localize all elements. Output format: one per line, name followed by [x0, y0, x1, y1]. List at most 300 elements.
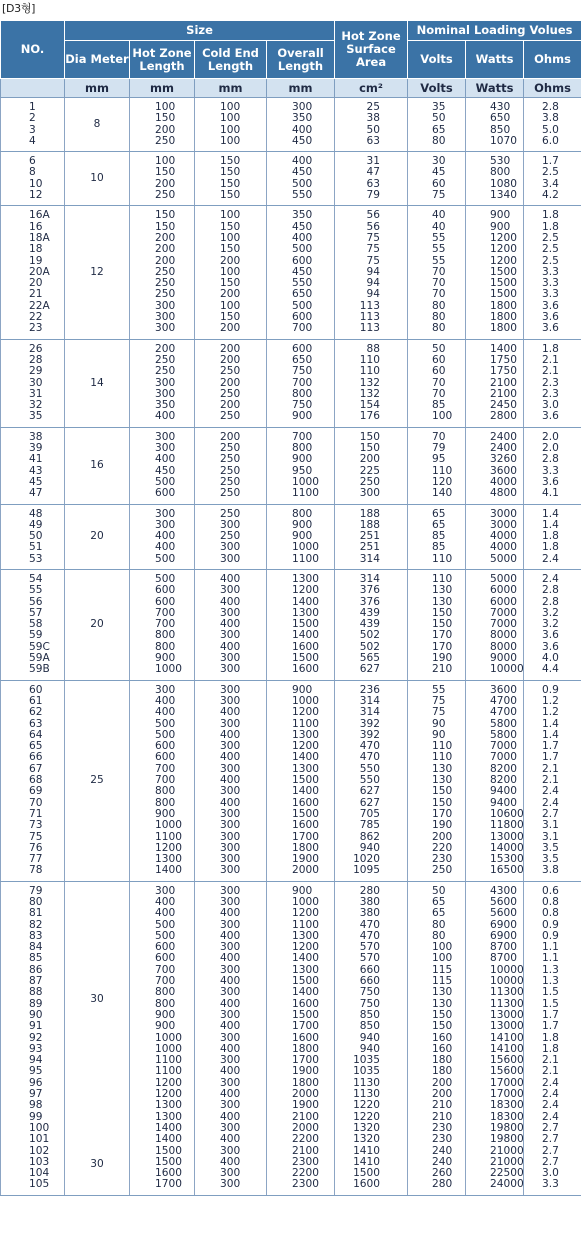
cell-ohms-value: 2.4	[542, 785, 559, 798]
cell-hot-zone-length-value: 500	[155, 728, 176, 741]
cell-hot-zone-length	[130, 680, 195, 881]
cell-volts-value: 70	[432, 376, 446, 389]
cell-overall-length-value: 1300	[292, 606, 319, 619]
cell-no-value: 19	[29, 254, 43, 267]
cell-cold-end-length-value: 150	[220, 243, 241, 256]
cell-no-value: 16	[29, 220, 43, 233]
cell-ohms-value: 1.8	[542, 1042, 559, 1055]
cell-surface-area-value: 113	[359, 299, 381, 312]
cell-dia-meter: 10	[65, 152, 130, 206]
cell-volts-value: 60	[432, 365, 446, 378]
cell-surface-area-value: 79	[366, 189, 381, 202]
cell-no	[1, 98, 65, 152]
cell-ohms-value: 2.8	[542, 584, 559, 597]
cell-watts-value: 8700	[490, 952, 517, 965]
unit-ohms: Ohms	[524, 79, 581, 98]
cell-cold-end-length-value: 100	[220, 101, 241, 113]
cell-volts-value: 100	[432, 952, 453, 965]
cell-cold-end-length-value: 250	[220, 487, 241, 500]
cell-surface-area-value: 392	[359, 728, 381, 741]
cell-volts-value: 230	[432, 1121, 453, 1134]
cell-volts-value: 60	[432, 353, 446, 366]
cell-surface-area-value: 502	[359, 640, 381, 653]
cell-overall-length	[267, 680, 335, 881]
cell-no-value: 47	[29, 487, 43, 500]
cell-surface-area-value: 63	[366, 134, 381, 147]
cell-surface-area-value: 940	[359, 841, 381, 854]
cell-surface-area-value: 94	[366, 277, 381, 290]
cell-ohms-value: 2.5	[542, 166, 559, 179]
cell-ohms-value: 2.4	[542, 1088, 559, 1101]
cell-overall-length-value: 1900	[292, 853, 319, 866]
cell-surface-area-value: 1095	[353, 864, 381, 877]
cell-no-value: 92	[29, 1031, 43, 1044]
cell-dia-meter: 14	[65, 339, 130, 427]
cell-watts-value: 6000	[490, 584, 517, 597]
cell-surface-area-value: 132	[359, 387, 381, 400]
cell-ohms-value: 3.2	[542, 618, 559, 631]
cell-cold-end-length-value: 200	[220, 430, 241, 443]
cell-watts	[466, 680, 524, 881]
cell-volts-value: 50	[432, 884, 446, 897]
cell-dia-meter: 25	[65, 680, 130, 881]
cell-hot-zone-length-value: 500	[155, 717, 176, 730]
cell-cold-end-length	[195, 152, 267, 206]
cell-ohms-value: 2.3	[542, 387, 559, 400]
cell-ohms-value: 0.6	[542, 884, 559, 897]
cell-surface-area-value: 280	[359, 884, 381, 897]
cell-no-value: 2	[29, 112, 36, 125]
cell-volts-value: 150	[432, 785, 453, 798]
cell-no-value: 59B	[29, 663, 50, 676]
cell-no-value: 20	[29, 277, 43, 290]
cell-overall-length-value: 650	[292, 288, 313, 301]
cell-watts-value: 24000	[490, 1178, 524, 1191]
cell-cold-end-length-value: 400	[220, 1110, 241, 1123]
cell-cold-end-length-value: 300	[220, 864, 241, 877]
cell-overall-length-value: 2300	[292, 1178, 319, 1191]
cell-surface-area-value: 132	[359, 376, 381, 389]
cell-surface-area-value: 439	[359, 606, 381, 619]
cell-no-value: 89	[29, 997, 43, 1010]
cell-hot-zone-length-value: 600	[155, 751, 176, 764]
cell-volts-value: 80	[432, 929, 446, 942]
cell-no	[1, 427, 65, 504]
cell-overall-length	[267, 504, 335, 569]
cell-no-value: 41	[29, 453, 43, 466]
cell-surface-area-value: 200	[359, 453, 381, 466]
cell-ohms-value: 4.0	[542, 652, 559, 665]
cell-watts-value: 3000	[490, 507, 517, 520]
cell-ohms-value: 1.8	[542, 342, 559, 355]
cell-volts-value: 150	[432, 606, 453, 619]
cell-no-value: 80	[29, 896, 43, 908]
cell-ohms	[524, 427, 581, 504]
cell-volts-value: 35	[432, 101, 446, 113]
cell-no-value: 69	[29, 785, 43, 798]
cell-ohms-value: 0.8	[542, 907, 559, 920]
cell-volts-value: 75	[432, 706, 446, 719]
cell-surface-area-value: 250	[359, 475, 381, 488]
cell-overall-length-value: 1400	[292, 751, 319, 764]
cell-ohms-value: 0.9	[542, 683, 559, 696]
cell-cold-end-length	[195, 339, 267, 427]
header-surface-area: Hot Zone Surface Area	[335, 21, 408, 79]
cell-hot-zone-length-value: 300	[155, 884, 176, 897]
cell-watts-value: 5800	[490, 728, 517, 741]
cell-no-value: 105	[29, 1178, 50, 1191]
cell-cold-end-length-value: 400	[220, 1133, 241, 1146]
cell-volts-value: 70	[432, 277, 446, 290]
cell-hot-zone-length-value: 1000	[155, 1042, 182, 1055]
cell-surface-area-value: 113	[359, 322, 381, 335]
cell-no-value: 29	[29, 365, 43, 378]
cell-ohms-value: 2.7	[542, 1144, 559, 1157]
cell-surface-area-value: 88	[366, 342, 381, 355]
cell-overall-length-value: 2000	[292, 864, 319, 877]
cell-cold-end-length-value: 300	[220, 1099, 241, 1112]
cell-ohms	[524, 339, 581, 427]
cell-hot-zone-length-value: 400	[155, 541, 176, 554]
cell-hot-zone-length-value: 1600	[155, 1167, 182, 1180]
cell-no	[1, 206, 65, 339]
cell-no-value: 97	[29, 1088, 43, 1101]
cell-watts-value: 5600	[490, 907, 517, 920]
header-volts: Volts	[408, 41, 466, 79]
cell-cold-end-length-value: 300	[220, 541, 241, 554]
cell-surface-area-value: 1130	[353, 1076, 381, 1089]
cell-cold-end-length-value: 300	[220, 1167, 241, 1180]
header-nominal-loading: Nominal Loading Volues	[408, 21, 581, 41]
cell-no-value: 103	[29, 1155, 50, 1168]
cell-hot-zone-length-value: 800	[155, 997, 176, 1010]
cell-overall-length-value: 650	[292, 353, 313, 366]
cell-volts-value: 180	[432, 1054, 453, 1067]
cell-surface-area-value: 1320	[353, 1133, 381, 1146]
cell-no-value: 55	[29, 584, 43, 597]
cell-ohms-value: 2.4	[542, 796, 559, 809]
cell-watts-value: 5000	[490, 552, 517, 565]
cell-surface-area-value: 376	[359, 595, 381, 608]
cell-overall-length-value: 900	[292, 884, 313, 897]
cell-cold-end-length-value: 400	[220, 618, 241, 631]
cell-watts-value: 1500	[490, 265, 517, 278]
cell-overall-length-value: 700	[292, 322, 313, 335]
cell-surface-area-value: 750	[359, 986, 381, 999]
cell-ohms-value: 3.1	[542, 819, 559, 832]
cell-surface-area-value: 94	[366, 288, 381, 301]
cell-overall-length-value: 1200	[292, 740, 319, 753]
cell-cold-end-length-value: 400	[220, 975, 241, 988]
cell-no-value: 26	[29, 342, 43, 355]
cell-volts-value: 200	[432, 1088, 453, 1101]
cell-no-value: 99	[29, 1110, 43, 1123]
cell-hot-zone-length-value: 100	[155, 101, 176, 113]
cell-surface-area-value: 154	[359, 399, 381, 412]
cell-hot-zone-length-value: 900	[155, 1020, 176, 1033]
cell-watts-value: 17000	[490, 1076, 524, 1089]
cell-ohms-value: 0.9	[542, 929, 559, 942]
table-caption: [D3형]	[2, 2, 36, 15]
cell-ohms-value: 3.6	[542, 629, 559, 642]
cell-hot-zone-length-value: 100	[155, 155, 176, 168]
cell-hot-zone-length-value: 1400	[155, 864, 182, 877]
cell-cold-end-length-value: 300	[220, 853, 241, 866]
cell-ohms-value: 3.6	[542, 410, 559, 423]
cell-watts-value: 13000	[490, 1020, 524, 1033]
cell-volts	[408, 339, 466, 427]
cell-no-value: 68	[29, 774, 43, 787]
cell-overall-length-value: 750	[292, 399, 313, 412]
cell-volts-value: 230	[432, 853, 453, 866]
dia-value: 30	[90, 1158, 104, 1170]
cell-surface-area-value: 47	[366, 166, 381, 179]
cell-ohms-value: 3.5	[542, 841, 559, 854]
cell-hot-zone-length-value: 200	[155, 231, 176, 244]
cell-overall-length-value: 1600	[292, 663, 319, 676]
cell-cold-end-length	[195, 98, 267, 152]
cell-overall-length-value: 700	[292, 430, 313, 443]
cell-ohms-value: 1.3	[542, 963, 559, 976]
cell-overall-length-value: 350	[292, 112, 313, 125]
cell-surface-area-value: 1320	[353, 1121, 381, 1134]
cell-cold-end-length-value: 100	[220, 299, 241, 312]
cell-surface-area-value: 627	[359, 796, 381, 809]
cell-volts-value: 115	[432, 975, 453, 988]
cell-watts-value: 1200	[490, 254, 517, 267]
cell-no-value: 84	[29, 941, 43, 954]
cell-cold-end-length-value: 200	[220, 288, 241, 301]
cell-no-value: 58	[29, 618, 43, 631]
cell-overall-length-value: 600	[292, 311, 313, 324]
cell-watts-value: 1800	[490, 299, 517, 312]
cell-watts-value: 4800	[490, 487, 517, 500]
cell-no-value: 71	[29, 807, 43, 820]
cell-watts-value: 900	[490, 220, 511, 233]
cell-overall-length-value: 1500	[292, 652, 319, 665]
cell-overall-length-value: 1100	[292, 552, 319, 565]
cell-no-value: 79	[29, 884, 43, 897]
cell-ohms	[524, 206, 581, 339]
cell-overall-length-value: 1800	[292, 1042, 319, 1055]
cell-no-value: 51	[29, 541, 43, 554]
cell-no-value: 83	[29, 929, 43, 942]
cell-volts-value: 70	[432, 387, 446, 400]
cell-no-value: 67	[29, 762, 43, 775]
cell-no-value: 49	[29, 518, 43, 531]
cell-volts-value: 210	[432, 663, 453, 676]
cell-hot-zone-length-value: 800	[155, 629, 176, 642]
cell-surface-area-value: 627	[359, 663, 381, 676]
cell-ohms-value: 3.2	[542, 606, 559, 619]
cell-hot-zone-length-value: 300	[155, 507, 176, 520]
cell-watts-value: 4000	[490, 475, 517, 488]
cell-surface-area-value: 1035	[353, 1054, 381, 1067]
cell-overall-length-value: 1200	[292, 706, 319, 719]
cell-cold-end-length-value: 400	[220, 706, 241, 719]
cell-watts-value: 1750	[490, 365, 517, 378]
header-overall-length: Overall Length	[267, 41, 335, 79]
cell-ohms-value: 2.4	[542, 1110, 559, 1123]
cell-ohms-value: 3.3	[542, 265, 559, 278]
cell-cold-end-length-value: 400	[220, 1042, 241, 1055]
cell-volts-value: 90	[432, 728, 446, 741]
header-watts: Watts	[466, 41, 524, 79]
cell-surface-area-value: 110	[359, 365, 381, 378]
cell-hot-zone-length-value: 700	[155, 762, 176, 775]
cell-surface-area-value: 862	[359, 830, 381, 843]
cell-watts-value: 4700	[490, 694, 517, 707]
cell-cold-end-length-value: 300	[220, 629, 241, 642]
cell-cold-end-length-value: 300	[220, 963, 241, 976]
cell-surface-area-value: 376	[359, 584, 381, 597]
cell-cold-end-length-value: 400	[220, 1155, 241, 1168]
cell-surface-area-value: 50	[366, 123, 381, 136]
cell-overall-length-value: 1900	[292, 1099, 319, 1112]
cell-watts-value: 9000	[490, 652, 517, 665]
cell-volts-value: 60	[432, 177, 446, 190]
cell-cold-end-length-value: 400	[220, 997, 241, 1010]
cell-hot-zone-length-value: 400	[155, 410, 176, 423]
unit-hot-zone: mm	[130, 79, 195, 98]
cell-hot-zone-length-value: 1100	[155, 1065, 182, 1078]
header-cold-end-length: Cold End Length	[195, 41, 267, 79]
cell-overall-length-value: 900	[292, 410, 313, 423]
cell-ohms-value: 2.5	[542, 243, 559, 256]
cell-cold-end-length-value: 250	[220, 365, 241, 378]
cell-overall-length-value: 1500	[292, 807, 319, 820]
cell-surface-area-value: 570	[359, 952, 381, 965]
cell-hot-zone-length-value: 1700	[155, 1178, 182, 1191]
cell-volts-value: 150	[432, 1020, 453, 1033]
cell-hot-zone-length-value: 400	[155, 453, 176, 466]
cell-watts-value: 11300	[490, 986, 524, 999]
cell-cold-end-length-value: 150	[220, 166, 241, 179]
cell-no-value: 66	[29, 751, 43, 764]
cell-volts-value: 80	[432, 134, 446, 147]
cell-no-value: 76	[29, 841, 43, 854]
table-body	[1, 98, 581, 1196]
cell-volts-value: 40	[432, 209, 446, 222]
cell-watts-value: 21000	[490, 1144, 524, 1157]
cell-volts-value: 85	[432, 399, 446, 412]
cell-ohms-value: 1.4	[542, 728, 559, 741]
cell-watts-value: 1400	[490, 342, 517, 355]
table-row-group	[1, 569, 581, 680]
cell-cold-end-length-value: 400	[220, 907, 241, 920]
cell-no-value: 1	[29, 101, 36, 113]
cell-no-value: 20A	[29, 265, 50, 278]
cell-cold-end-length-value: 250	[220, 475, 241, 488]
cell-overall-length-value: 1600	[292, 1031, 319, 1044]
cell-surface-area-value: 63	[366, 177, 381, 190]
cell-ohms-value: 1.5	[542, 997, 559, 1010]
cell-overall-length-value: 400	[292, 123, 313, 136]
cell-overall-length-value: 550	[292, 189, 313, 202]
cell-ohms-value: 1.5	[542, 986, 559, 999]
cell-hot-zone-length-value: 700	[155, 606, 176, 619]
cell-watts-value: 8700	[490, 941, 517, 954]
cell-no	[1, 504, 65, 569]
cell-no-value: 61	[29, 694, 43, 707]
cell-no-value: 16A	[29, 209, 50, 222]
cell-ohms-value: 1.8	[542, 209, 559, 222]
cell-overall-length-value: 1200	[292, 907, 319, 920]
cell-no	[1, 152, 65, 206]
cell-ohms	[524, 569, 581, 680]
cell-ohms-value: 1.1	[542, 952, 559, 965]
cell-volts-value: 240	[432, 1155, 453, 1168]
cell-no-value: 63	[29, 717, 43, 730]
cell-watts	[466, 206, 524, 339]
cell-surface-area-value: 750	[359, 997, 381, 1010]
cell-no-value: 101	[29, 1133, 50, 1146]
cell-cold-end-length-value: 300	[220, 1144, 241, 1157]
cell-ohms-value: 2.7	[542, 1121, 559, 1134]
cell-no-value: 53	[29, 552, 43, 565]
cell-volts-value: 55	[432, 254, 446, 267]
cell-hot-zone-length-value: 1300	[155, 1099, 182, 1112]
cell-surface-area-value: 25	[366, 101, 381, 113]
cell-ohms-value: 2.1	[542, 365, 559, 378]
cell-overall-length-value: 1300	[292, 929, 319, 942]
cell-watts-value: 1340	[490, 189, 517, 202]
cell-watts-value: 4300	[490, 884, 517, 897]
cell-hot-zone-length-value: 300	[155, 430, 176, 443]
cell-watts-value: 13000	[490, 1008, 524, 1021]
cell-surface-area-value: 470	[359, 918, 381, 931]
cell-cold-end-length	[195, 569, 267, 680]
cell-overall-length-value: 550	[292, 277, 313, 290]
cell-no-value: 98	[29, 1099, 43, 1112]
cell-volts-value: 180	[432, 1065, 453, 1078]
cell-no-value: 31	[29, 387, 43, 400]
cell-surface-area	[335, 569, 408, 680]
cell-volts-value: 130	[432, 774, 453, 787]
cell-surface-area-value: 1130	[353, 1088, 381, 1101]
cell-volts-value: 70	[432, 265, 446, 278]
cell-dia-meter: 16	[65, 427, 130, 504]
cell-cold-end-length-value: 200	[220, 342, 241, 355]
cell-cold-end-length-value: 300	[220, 606, 241, 619]
cell-watts-value: 1800	[490, 311, 517, 324]
cell-no-value: 81	[29, 907, 43, 920]
cell-hot-zone-length-value: 400	[155, 694, 176, 707]
table-row-group	[1, 339, 581, 427]
cell-overall-length-value: 700	[292, 376, 313, 389]
cell-volts-value: 45	[432, 166, 446, 179]
cell-cold-end-length-value: 300	[220, 830, 241, 843]
cell-ohms-value: 1.2	[542, 706, 559, 719]
cell-overall-length-value: 1300	[292, 728, 319, 741]
cell-surface-area-value: 31	[366, 155, 381, 168]
cell-watts-value: 10600	[490, 807, 524, 820]
cell-cold-end-length-value: 400	[220, 1020, 241, 1033]
cell-hot-zone-length-value: 400	[155, 706, 176, 719]
cell-surface-area-value: 850	[359, 1008, 381, 1021]
cell-surface-area-value: 150	[359, 430, 381, 443]
cell-cold-end-length-value: 300	[220, 941, 241, 954]
cell-watts-value: 10000	[490, 663, 524, 676]
cell-surface-area-value: 627	[359, 785, 381, 798]
cell-surface-area-value: 176	[359, 410, 381, 423]
cell-hot-zone-length-value: 1500	[155, 1144, 182, 1157]
cell-ohms-value: 3.6	[542, 311, 559, 324]
cell-ohms-value: 2.1	[542, 1065, 559, 1078]
cell-surface-area-value: 75	[366, 243, 381, 256]
cell-overall-length-value: 400	[292, 231, 313, 244]
cell-watts-value: 800	[490, 166, 511, 179]
